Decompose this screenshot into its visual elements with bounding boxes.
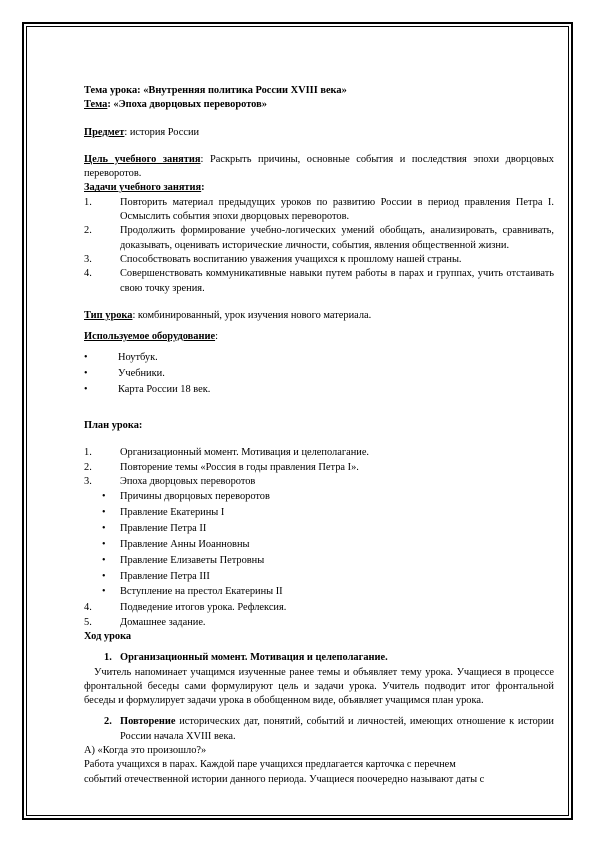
equipment-item: • Учебники. bbox=[84, 367, 554, 381]
bullet-icon: • bbox=[102, 491, 106, 503]
subject-label: Предмет bbox=[84, 126, 125, 138]
course-title: Ход урока bbox=[84, 630, 132, 642]
equipment-heading: Используемое оборудование: bbox=[84, 331, 218, 343]
bullet-icon: • bbox=[102, 554, 106, 566]
subtheme-value: : «Эпоха дворцовых переворотов» bbox=[107, 99, 267, 111]
tasks-heading: Задачи учебного занятия: bbox=[84, 182, 205, 194]
bullet-icon: • bbox=[102, 586, 106, 598]
plan-title: План урока: bbox=[84, 420, 143, 432]
bullet-icon: • bbox=[84, 384, 88, 396]
subject-value: : история России bbox=[124, 126, 200, 138]
pairs-line-2: событий отечественной истории данного периода. Учащиеся поочередно называют даты с bbox=[84, 773, 485, 785]
plan-sub-item: • Причины дворцовых переворотов bbox=[84, 490, 554, 504]
plan-sub-item: • Правление Елизаветы Петровны bbox=[84, 554, 554, 568]
lesson-type-line bbox=[84, 309, 554, 323]
equipment-item: • Карта России 18 век. bbox=[84, 383, 554, 397]
course-step-1-heading: 1. Организационный момент. Мотивация и целеполагание. bbox=[104, 652, 388, 664]
goal-label: Цель учебного занятия bbox=[84, 153, 201, 165]
plan-item: 1. Организационный момент. Мотивация и целеполагание. bbox=[84, 447, 370, 459]
course-step-1-text: Учитель напоминает учащимся изученные ранее темы и объявляет тему урока. Учащиеся в процессе фронтальной беседы сами формулируют цель и задачи урока. Учитель подводит итог фронтальной беседы и формулирует задачи урока в обобщенном виде, объявляет учащимся план урока. bbox=[84, 666, 554, 707]
tasks-label: Задачи учебного занятия bbox=[84, 182, 202, 194]
plan-item: 5. Домашнее задание. bbox=[84, 616, 206, 628]
bullet-icon: • bbox=[102, 522, 106, 534]
bullet-icon: • bbox=[102, 507, 106, 518]
task-item: 2. Продолжить формирование учебно-логических умений обобщать, анализировать, сравнивать, доказывать, оценивать исторические личности, события, явления общественной жизни. bbox=[84, 225, 554, 251]
lesson-theme: Тема урока: «Внутренняя политика России XVIII века» bbox=[84, 85, 347, 96]
question-a: А) «Когда это произошло?» bbox=[84, 745, 207, 757]
lesson-type-label: Тип урока bbox=[84, 309, 133, 321]
plan-item: 2. Повторение темы «Россия в годы правления Петра I». bbox=[84, 461, 359, 473]
document-body bbox=[84, 84, 554, 787]
task-item: 4. Совершенствовать коммуникативные навыки путем работы в парах и группах, учить отстаивать свою точку зрения. bbox=[84, 268, 554, 294]
plan-sub-item: • Правление Петра III bbox=[84, 570, 554, 584]
plan-sub-item: • Правление Екатерины I bbox=[84, 506, 554, 520]
plan-item: 3. Эпоха дворцовых переворотов bbox=[84, 476, 256, 488]
plan-item: 4. Подведение итогов урока. Рефлексия. bbox=[84, 602, 287, 614]
plan-sub-item: • Вступление на престол Екатерины II bbox=[84, 585, 554, 599]
bullet-icon: • bbox=[102, 570, 106, 582]
goal-paragraph bbox=[84, 153, 554, 182]
pairs-line-1: Работа учащихся в парах. Каждой паре учащихся предлагается карточка с перечнем bbox=[84, 759, 456, 771]
bullet-icon: • bbox=[84, 368, 88, 380]
bullet-icon: • bbox=[84, 352, 88, 364]
task-item: 3. Способствовать воспитанию уважения учащихся к прошлому нашей страны. bbox=[84, 253, 462, 265]
plan-sub-item: • Правление Анны Иоанновны bbox=[84, 538, 554, 552]
subject-line bbox=[84, 126, 554, 140]
bullet-icon: • bbox=[102, 538, 106, 550]
equipment-label: Используемое оборудование bbox=[84, 331, 216, 343]
lesson-subtheme bbox=[84, 98, 554, 112]
equipment-item: • Ноутбук. bbox=[84, 351, 554, 365]
goal-value: : Раскрыть причины, основные события и последствия эпохи дворцовых переворотов. bbox=[84, 153, 554, 180]
task-item: 1. Повторить материал предыдущих уроков по развитию России в период правления Петра I. Осмыслить события эпохи дворцовых переворотов. bbox=[84, 196, 554, 223]
plan-sub-item: • Правление Петра II bbox=[84, 522, 554, 536]
course-step-2-heading: 2. Повторение исторических дат, понятий, событий и личностей, имеющих отношение к истории России начала XVIII века. bbox=[104, 716, 554, 742]
lesson-type-value: : комбинированный, урок изучения нового материала. bbox=[132, 309, 372, 321]
subtheme-label: Тема bbox=[84, 99, 108, 111]
